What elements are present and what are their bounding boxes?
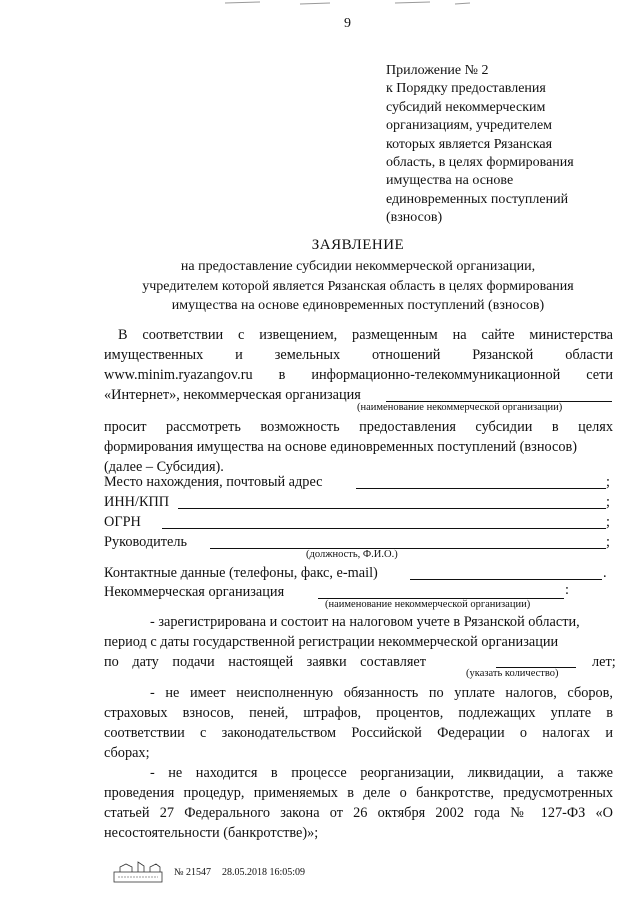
appendix-line: Приложение № 2 (386, 63, 489, 78)
registry-stamp-icon (110, 858, 170, 888)
contacts-label: Контактные данные (телефоны, факс, e-mail) (104, 565, 378, 581)
item2-line-3: соответствии с законодательством Российской Федерации о налогах и (104, 725, 613, 741)
item3-line-4: несостоятельности (банкротстве)»; (104, 825, 319, 841)
footer-doc-number: № 21547 (174, 867, 212, 878)
appendix-line: которых является Рязанская (386, 136, 553, 152)
item2-line-2: страховых взносов, пеней, штрафов, процентов, подлежащих уплате в (104, 705, 613, 721)
intro-line-3: www.minim.ryazangov.ru в информационно-телекоммуникационной сети (104, 367, 613, 383)
item2-line-1: - не имеет неисполненную обязанность по уплате налогов, сборов, (150, 685, 613, 701)
footer-datetime: 28.05.2018 16:05:09 (222, 867, 306, 878)
appendix-line: к Порядку предоставления (386, 81, 546, 97)
appendix-line: единовременных поступлений (386, 191, 569, 207)
inn-label: ИНН/КПП (104, 494, 170, 510)
appendix-line: субсидий некоммерческим (386, 99, 546, 115)
appendix-line: (взносов) (386, 210, 443, 226)
ogrn-label: ОГРН (104, 514, 141, 530)
head-caption: (должность, Ф.И.О.) (306, 549, 398, 560)
appendix-line: область, в целях формирования (386, 155, 574, 171)
page-number: 9 (344, 16, 351, 31)
appendix-line: организациям, учредителем (386, 118, 553, 134)
org-caption: (наименование некоммерческой организации) (325, 599, 531, 610)
item3-line-2: проведения процедур, применяемых в деле о банкротстве, предусмотренных (104, 785, 613, 801)
request-line-3: (далее – Субсидия). (104, 459, 224, 475)
address-blank (356, 488, 606, 489)
head-blank (210, 548, 606, 549)
appendix-header (386, 62, 626, 228)
item2-line-4: сборах; (104, 745, 150, 761)
intro-line-1: В соответствии с извещением, размещенным на сайте министерства (118, 327, 613, 343)
appendix-line: имущества на основе (386, 173, 514, 189)
years-caption: (указать количество) (466, 668, 559, 679)
head-label: Руководитель (104, 534, 188, 550)
item1-line-1: - зарегистрирована и состоит на налоговом учете в Рязанской области, (150, 614, 580, 630)
item1-line-3-end: лет; (592, 654, 616, 670)
intro-line-4: «Интернет», некоммерческая организация (104, 387, 361, 403)
org-label: Некоммерческая организация (104, 584, 285, 600)
item3-line-1: - не находится в процессе реорганизации, ликвидации, а также (150, 765, 613, 781)
item1-line-2: период с даты государственной регистрации некоммерческой организации (104, 634, 559, 650)
scan-artifact-top (0, 0, 640, 8)
org-name-caption: (наименование некоммерческой организации) (357, 402, 563, 413)
subtitle-line: учредителем которой является Рязанская область в целях формирования (142, 278, 574, 294)
document-page: 9 Приложение № 2 к Порядку предоставления субсидий некоммерческим организациям, учредителем которых является Рязанская область, в целях формирования имущества на основе единовременных поступлений (взносов) ЗАЯВЛЕНИЕ на предоставление субсидии некоммерческой организации, учредителем которой является Рязанская область в целях формирования имущества на основе единовременных поступлений (взносов) В соответствии с извещением, размещенным на сайте министерства имущественных и земельных отношений Рязанской области www.minim.ryazangov.ru в информационно-телекоммуникационной сети «Интернет», некоммерческая организация (наименование некоммерческой организации) просит рассмотреть возможность предоставления субсидии в целях формирования имущества на основе единовременных поступлений (взносов) (далее – Субсидия). Место нахождения, почтовый адрес ; ИНН/КПП ; ОГРН ; Руководитель ; (должность, Ф.И.О.) Контактные данные (телефоны, факс, e-mail) . Некоммерческая организация : (наименование некоммерческой организации) - зарегистрирована и состоит на налоговом учете в Рязанской области, период с даты государственной регистрации некоммерческой организации по дату подачи настоящей заявки составляет лет; (указать количество) - не имеет неисполненную обязанность по уплате налогов, сборов, страховых взносов, пеней, штрафов, процентов, подлежащих уплате в соответствии с законодательством Российской Федерации о налогах и сборах; - не находится в процессе реорганизации, ликвидации, а также проведения процедур, применяемых в деле о банкротстве, предусмотренных статьей 27 Федерального закона от 26 октября 2002 года № 127-ФЗ «О несостоятельности (банкротстве)»; № 21547 28.05.2018 16:05:09 (0, 0, 640, 905)
subtitle-line: имущества на основе единовременных поступлений (взносов) (171, 298, 545, 313)
item3-line-3: статьей 27 Федерального закона от 26 октября 2002 года № 127-ФЗ «О (104, 805, 613, 821)
subtitle-line: на предоставление субсидии некоммерческой организации, (180, 259, 536, 274)
contacts-blank (410, 579, 602, 580)
inn-blank (178, 508, 606, 509)
intro-line-2: имущественных и земельных отношений Рязанской области (104, 347, 613, 363)
item1-line-3: по дату подачи настоящей заявки составляет (104, 654, 426, 670)
request-line-1: просит рассмотреть возможность предоставления субсидии в целях (104, 419, 613, 435)
address-label: Место нахождения, почтовый адрес (104, 474, 323, 490)
document-title: ЗАЯВЛЕНИЕ (311, 237, 405, 253)
request-line-2: формирования имущества на основе единовременных поступлений (взносов) (104, 439, 577, 455)
ogrn-blank (162, 528, 606, 529)
document-subtitle (0, 257, 640, 316)
